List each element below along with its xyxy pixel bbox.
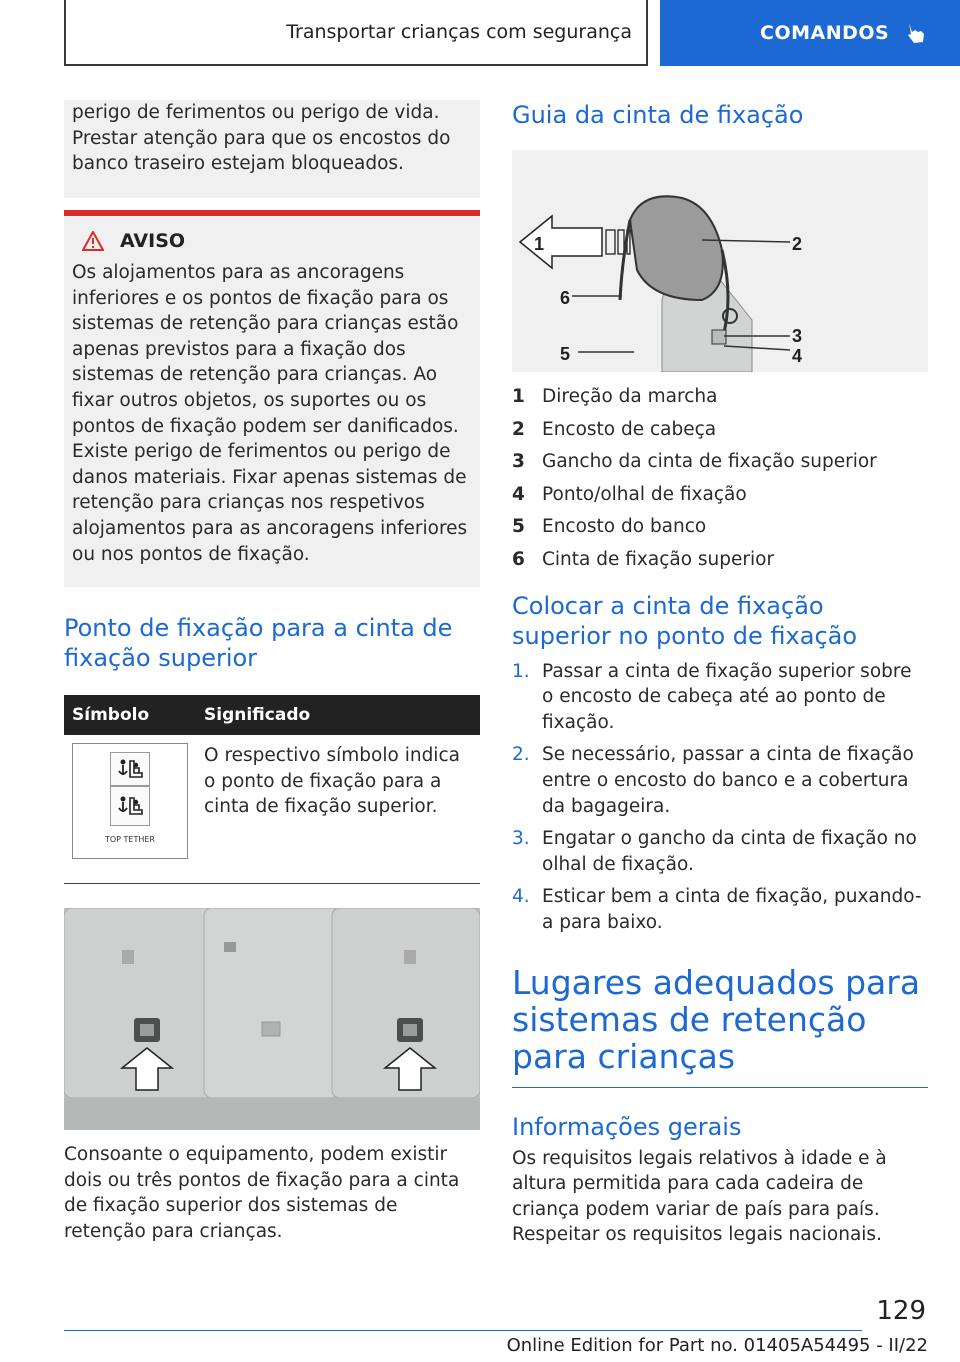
running-header xyxy=(64,0,648,66)
list-item: 3 Gancho da cinta de fixação superior xyxy=(512,451,877,473)
figure-label-3: 3 xyxy=(792,326,803,346)
rear-seat-anchor-photo xyxy=(64,908,480,1130)
warning-text: Os alojamentos para as ancoragens inferiores e os pontos de fixação para os sistemas de retenção para crianças estão apenas previstos para a fixação dos sistemas de retenção para crianças. Ao fixar outros objetos, os suportes ou os pontos de fixação podem ser danificados. Existe perigo de ferimentos ou perigo de danos materiais. Fixar apenas sistemas de retenção para crianças nos respetivos alojamentos para as ancoragens inferiores ou nos pontos de fixação. xyxy=(72,262,468,565)
left-column xyxy=(64,100,480,1245)
child-seat-anchor-icon xyxy=(110,752,150,786)
figure-label-6: 6 xyxy=(560,288,571,308)
steps-list xyxy=(512,659,928,936)
pointing-hand-icon xyxy=(903,20,929,46)
footer-rule xyxy=(64,1330,862,1331)
tether-label: TOP TETHER xyxy=(104,835,155,845)
symbol-table xyxy=(64,695,480,871)
list-item: 5 Encosto do banco xyxy=(512,516,707,538)
figure-legend xyxy=(512,384,928,573)
tether-guide-figure xyxy=(512,150,928,372)
chapter-heading-seats: Lugares adequados para sistemas de retenção para crianças xyxy=(512,962,921,1076)
photo-caption: Consoante o equipamento, podem existir dois ou três pontos de fixação para a cinta de fixação superior dos sistemas de retenção para crianças. xyxy=(64,1144,460,1242)
list-item: 3. Engatar o gancho da cinta de fixação no olhal de fixação. xyxy=(512,828,917,875)
section-heading-attach: Colocar a cinta de fixação superior no ponto de fixação xyxy=(512,591,858,650)
section-heading-tether-point: Ponto de fixação para a cinta de fixação superior xyxy=(64,614,453,673)
intro-text: perigo de ferimentos ou perigo de vida. Prestar atenção para que os encostos do banco traseiro estejam bloqueados. xyxy=(72,102,451,175)
list-item: 2. Se necessário, passar a cinta de fixação entre o encosto do banco e a cobertura da bagageira. xyxy=(512,744,914,817)
section-heading-general-info: Informações gerais xyxy=(512,1112,742,1141)
chapter-label: COMANDOS xyxy=(760,22,890,44)
warning-title xyxy=(82,230,472,252)
page-number: 129 xyxy=(876,1296,926,1326)
top-tether-icon xyxy=(110,786,150,826)
symbol-frame xyxy=(72,743,188,859)
chapter-tab[interactable] xyxy=(660,0,960,66)
figure-label-5: 5 xyxy=(560,344,571,364)
symbol-cell xyxy=(64,735,196,871)
warning-label: AVISO xyxy=(120,230,186,252)
intro-box xyxy=(64,100,480,198)
heading-rule xyxy=(512,1087,928,1088)
table-bottom-rule xyxy=(64,883,480,884)
warning-box xyxy=(64,210,480,587)
col-symbol: Símbolo xyxy=(64,695,196,735)
edition-footer: Online Edition for Part no. 01405A54495 - II/22 xyxy=(506,1335,928,1356)
list-item: 6 Cinta de fixação superior xyxy=(512,548,775,570)
list-item: 2 Encosto de cabeça xyxy=(512,418,717,440)
list-item: 1. Passar a cinta de fixação superior sobre o encosto de cabeça até ao ponto de fixação. xyxy=(512,660,912,733)
figure-label-1: 1 xyxy=(534,234,545,254)
top-tether-symbol xyxy=(105,786,155,853)
right-column xyxy=(512,100,928,1248)
list-item: 4. Esticar bem a cinta de fixação, puxando-a para baixo. xyxy=(512,886,922,933)
table-header-row xyxy=(64,695,480,735)
list-item: 4 Ponto/olhal de fixação xyxy=(512,483,747,505)
figure-label-4: 4 xyxy=(792,346,803,366)
section-title: Transportar crianças com segurança xyxy=(286,21,632,43)
meaning-cell: O respectivo símbolo indica o ponto de fixação para a cinta de fixação superior. xyxy=(204,745,460,818)
section-heading-guide: Guia da cinta de fixação xyxy=(512,101,804,129)
table-row xyxy=(64,735,480,871)
warning-triangle-icon xyxy=(82,231,104,251)
col-meaning: Significado xyxy=(196,695,480,735)
list-item: 1 Direção da marcha xyxy=(512,386,718,407)
general-info-text: Os requisitos legais relativos à idade e à altura permitida para cada cadeira de criança podem variar de país para país. Respeitar os requisitos legais nacionais. xyxy=(512,1147,887,1246)
figure-label-2: 2 xyxy=(792,234,803,254)
